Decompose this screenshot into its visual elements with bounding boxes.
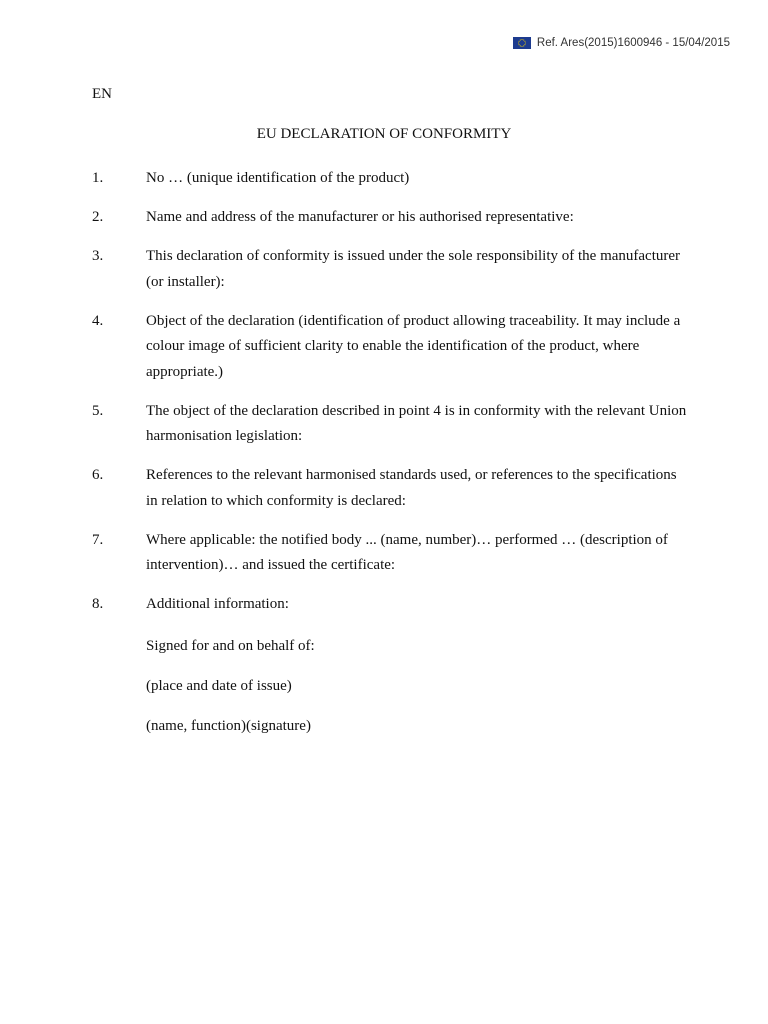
signature-block [146, 634, 315, 754]
item-number: 5. [92, 402, 104, 419]
item-text: The object of the declaration described in point 4 is in conformity with the relevant Union harmonisation legislation: [146, 402, 687, 444]
declaration-item [92, 205, 692, 231]
place-date-label: (place and date of issue) [146, 678, 292, 694]
item-number: 1. [92, 170, 104, 186]
declaration-item [92, 592, 692, 618]
item-number: 6. [92, 467, 104, 483]
document-title: EU DECLARATION OF CONFORMITY [256, 126, 512, 142]
declaration-item [92, 166, 692, 192]
declaration-item [92, 309, 692, 386]
item-number: 2. [92, 209, 104, 225]
item-text: Additional information: [146, 596, 289, 612]
eu-flag-icon [513, 37, 531, 49]
item-text: No … (unique identification of the product) [146, 170, 410, 186]
item-number: 4. [92, 312, 104, 329]
item-text: Name and address of the manufacturer or his authorised representative: [146, 209, 574, 225]
item-text: References to the relevant harmonised standards used, or references to the specifications in relation to which conformity is declared: [146, 467, 677, 509]
declaration-item [92, 399, 692, 450]
item-number: 8. [92, 596, 104, 612]
signed-for-label: Signed for and on behalf of: [146, 638, 315, 654]
name-function-label: (name, function)(signature) [146, 718, 311, 734]
language-code: EN [92, 86, 112, 102]
reference-text: Ref. Ares(2015)1600946 - 15/04/2015 [536, 37, 730, 49]
item-number: 7. [92, 531, 104, 548]
item-text: This declaration of conformity is issued under the sole responsibility of the manufacturer (or installer): [146, 248, 681, 290]
item-text: Where applicable: the notified body ... (name, number)… performed … (description of intervention)… and issued the certificate: [146, 531, 668, 573]
declaration-item [92, 463, 692, 514]
reference-stamp [513, 37, 730, 49]
declaration-item [92, 244, 692, 295]
declaration-items [92, 166, 692, 631]
declaration-item [92, 528, 692, 579]
item-text: Object of the declaration (identification of product allowing traceability. It may include a colour image of sufficient clarity to enable the identification of the product, where appropriate.) [146, 312, 681, 380]
item-number: 3. [92, 248, 104, 264]
